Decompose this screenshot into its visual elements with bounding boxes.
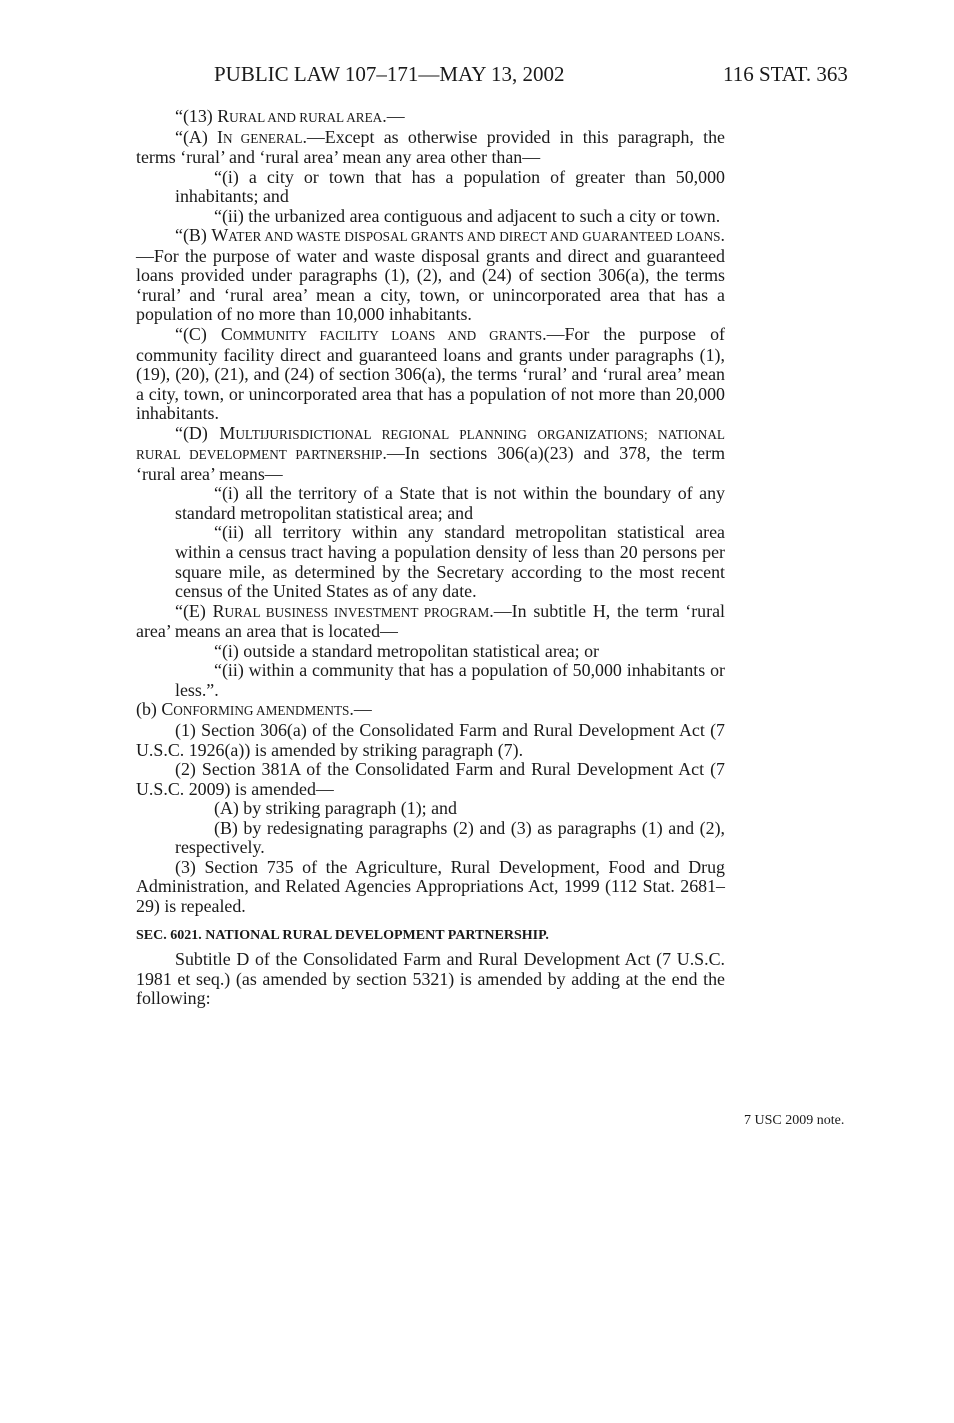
- subparagraph-b: “(B) WATER AND WASTE DISPOSAL GRANTS AND DIRECT AND GUARANTEED LOANS.—For the purpose of water and waste disposal grants and direct and guaranteed loans provided under paragraphs (1), (2), and (24) of section 306(a), the terms ‘rural’ and ‘rural area’ mean a city, town, or unincorporated area that has a population of no more than 10,000 inhabitants.: [136, 225, 725, 325]
- subsection-b: (b) CONFORMING AMENDMENTS.—: [136, 699, 372, 720]
- clause-a-ii: “(ii) the urbanized area contiguous and adjacent to such a city or town.: [214, 205, 721, 226]
- amendment-3: (3) Section 735 of the Agriculture, Rural Development, Food and Drug Administration, and Related Agencies Appropriations Act, 1999 (112 Stat. 2681–29) is repealed.: [136, 856, 725, 916]
- running-head: PUBLIC LAW 107–171—MAY 13, 2002: [214, 62, 565, 86]
- section-text: Subtitle D of the Consolidated Farm and Rural Development Act (7 U.S.C. 1981 et seq.) (as amended by section 5321) is amended by adding at the end the following:: [136, 948, 725, 1009]
- amendment-2-b: (B) by redesignating paragraphs (2) and (3) as paragraphs (1) and (2), respectively.: [175, 817, 725, 858]
- paragraph-13: “(13) RURAL AND RURAL AREA.—: [175, 106, 405, 126]
- amendment-2: (2) Section 381A of the Consolidated Farm and Rural Development Act (7 U.S.C. 2009) is amended—: [136, 759, 725, 799]
- amendment-1: (1) Section 306(a) of the Consolidated Farm and Rural Development Act (7 U.S.C. 1926(a)) is amended by striking paragraph (7).: [136, 719, 725, 760]
- subparagraph-e: “(E) RURAL BUSINESS INVESTMENT PROGRAM.—In subtitle H, the term ‘rural area’ means an area that is located—: [136, 600, 725, 642]
- clause-d-i: “(i) all the territory of a State that is not within the boundary of any standard metropolitan statistical area; and: [175, 483, 725, 523]
- clause-e-i: “(i) outside a standard metropolitan statistical area; or: [214, 640, 600, 661]
- statute-page-citation: 116 STAT. 363: [723, 62, 848, 86]
- subparagraph-a: “(A) IN GENERAL.—Except as otherwise provided in this paragraph, the terms ‘rural’ and ‘rural area’ mean any area other than—: [136, 126, 725, 168]
- clause-a-i: “(i) a city or town that has a population of greater than 50,000 inhabitants; and: [175, 166, 725, 207]
- clause-e-ii: “(ii) within a community that has a population of 50,000 inhabitants or less.”.: [175, 660, 725, 700]
- subparagraph-d: “(D) MULTIJURISDICTIONAL REGIONAL PLANNING ORGANIZATIONS; NATIONAL RURAL DEVELOPMENT PARTNERSHIP.—In sections 306(a)(23) and 378, the term ‘rural area’ means—: [136, 422, 725, 484]
- amendment-2-a: (A) by striking paragraph (1); and: [214, 798, 457, 819]
- clause-d-ii: “(ii) all territory within any standard metropolitan statistical area within a census tract having a population density of less than 20 persons per square mile, as determined by the Secretary according to the most recent census of the United States as of any date.: [175, 522, 725, 602]
- subparagraph-c: “(C) COMMUNITY FACILITY LOANS AND GRANTS.—For the purpose of community facility direct and guaranteed loans and grants under paragraphs (1), (19), (20), (21), and (24) of section 306(a), the terms ‘rural’ and ‘rural area’ mean a city, town, or unincorporated area that has a population of not more than 20,000 inhabitants.: [136, 324, 725, 424]
- margin-note: 7 USC 2009 note.: [744, 1113, 845, 1128]
- section-heading: SEC. 6021. NATIONAL RURAL DEVELOPMENT PARTNERSHIP.: [136, 928, 549, 944]
- page-body: [136, 107, 725, 1009]
